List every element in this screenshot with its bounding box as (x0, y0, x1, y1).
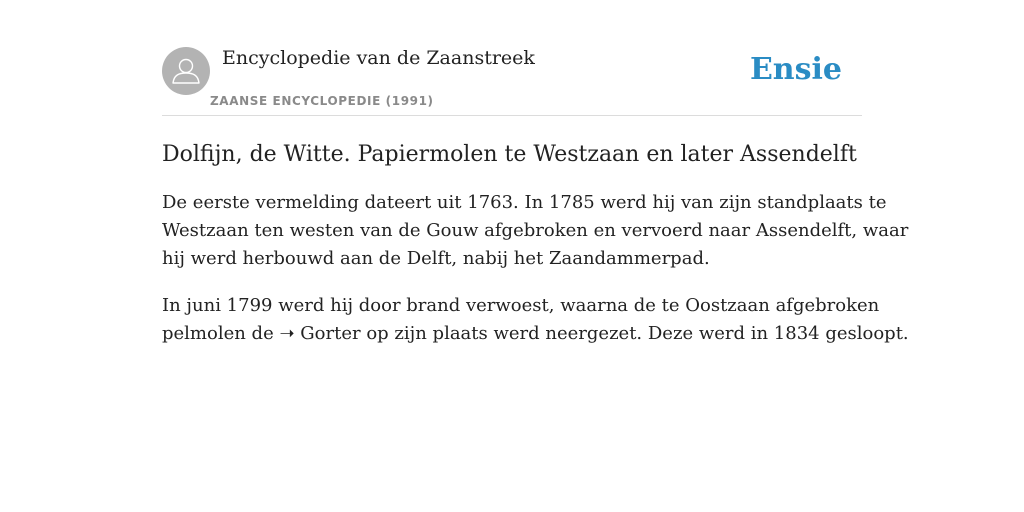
entry-paragraph-1 (162, 189, 909, 273)
cross-reference-label: Gorter (300, 323, 361, 344)
user-silhouette-icon (162, 47, 210, 95)
entry-header (162, 46, 862, 116)
paragraph-line: De eerste vermelding dateert uit 1763. In 1785 werd hij van zijn standplaats te (162, 192, 887, 213)
source-subtitle: ZAANSE ENCYCLOPEDIE (1991) (210, 94, 434, 108)
paragraph-text: op zijn plaats werd neergezet. Deze werd in 1834 gesloopt. (360, 323, 909, 344)
arrow-right-icon: ➝ (279, 323, 295, 344)
cross-reference-link[interactable] (279, 323, 360, 344)
source-title[interactable]: Encyclopedie van de Zaanstreek (222, 47, 535, 69)
entry-title: Dolfijn, de Witte. Papiermolen te Westzaan en later Assendelft (162, 142, 857, 167)
paragraph-line: hij werd herbouwd aan de Delft, nabij het Zaandammerpad. (162, 248, 710, 269)
avatar[interactable] (162, 47, 210, 95)
paragraph-line: Westzaan ten westen van de Gouw afgebroken en vervoerd naar Assendelft, waar (162, 220, 909, 241)
entry-paragraph-2 (162, 292, 909, 348)
paragraph-line: In juni 1799 werd hij door brand verwoest, waarna de te Oostzaan afgebroken (162, 295, 880, 316)
brand-logo[interactable]: Ensie (749, 52, 842, 87)
entry-card (162, 46, 909, 348)
paragraph-text: pelmolen de (162, 323, 280, 344)
paragraph-line (162, 320, 909, 348)
